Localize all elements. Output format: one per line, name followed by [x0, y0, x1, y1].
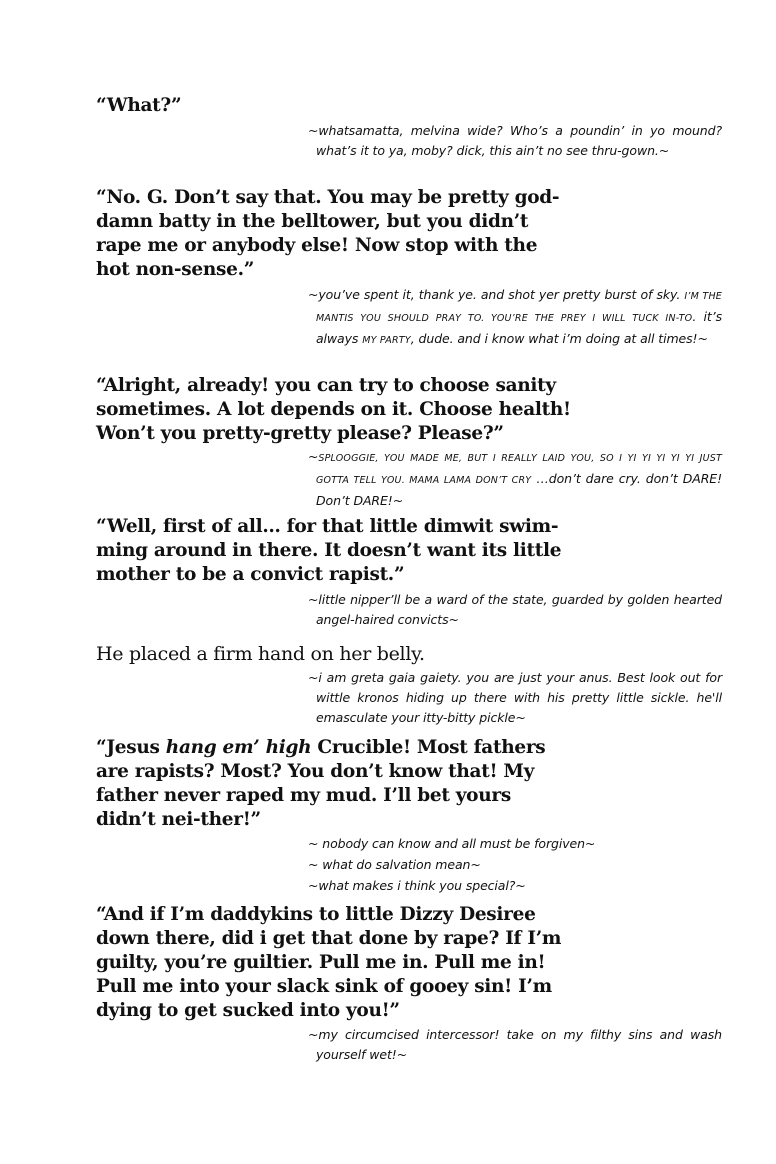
- dialogue-jesus: [96, 736, 576, 832]
- aside-nipper: ~little nipper’ll be a ward of the state, guarded by golden hearted angel-haired convicts~: [308, 592, 722, 627]
- aside-mantis-smallcaps: I’M THE MANTIS YOU SHOULD PRAY TO. YOU’RE THE PREY I WILL TUCK IN-TO: [316, 291, 722, 324]
- aside-sploogie-part: …don’t dare cry. don’t DARE! Don’t DARE!~: [316, 471, 722, 508]
- dialogue-alright: “Alright, already! you can try to choose sanity sometimes. A lot depends on it. Choose health! Won’t you pretty-gretty please? Please?”: [96, 375, 571, 444]
- aside-mantis-smallcaps: MY PARTY: [362, 335, 411, 346]
- dialogue-jesus-part: “Jesus: [96, 737, 166, 758]
- aside-whatsamatta: ~whatsamatta, melvina wide? Who’s a poundin’ in yo mound? what’s it to ya, moby? dick, this ain’t no see thru-gown.~: [308, 123, 722, 158]
- aside-sploogie-smallcaps: SPLOOGGIE, YOU MADE ME, BUT I REALLY LAID YOU, SO I YI YI YI YI YI JUST GOTTA TELL YOU. MAMA LAMA DON’T CRY: [316, 453, 722, 486]
- dialogue-jesus-part: Crucible! Most fathers are rapists? Most? You don’t know that! My father never raped my mud. I’ll bet yours didn’t nei-ther!”: [96, 737, 546, 830]
- aside-greta: ~i am greta gaia gaiety. you are just your anus. Best look out for wittle kronos hiding up there with his pretty little sickle. he'll emasculate your itty-bitty pickle~: [308, 670, 722, 725]
- aside-sploogie-part: ~: [308, 449, 319, 464]
- aside-intercessor: ~my circumcised intercessor! take on my filthy sins and wash yourself wet!~: [308, 1027, 722, 1062]
- dialogue-jesus-italic: hang em’ high: [165, 737, 312, 758]
- aside-salvation: ~ what do salvation mean~: [308, 857, 481, 872]
- aside-sploogie: [308, 447, 722, 511]
- aside-mantis-part: ~you’ve spent it, thank ye. and shot yer pretty burst of sky.: [308, 287, 685, 302]
- aside-mantis-part: , dude. and i know what i’m doing at all times!~: [410, 331, 708, 346]
- aside-mantis-part: . it’s always: [316, 309, 722, 346]
- dialogue-daddykins: “And if I’m daddykins to little Dizzy Desiree down there, did i get that done by rape? If I’m guilty, you’re guiltier. Pull me in. Pull me in! Pull me into your slack sink of gooey sin! I’m dying to get sucked into you!”: [96, 904, 562, 1021]
- narration-belly: He placed a firm hand on her belly.: [96, 643, 425, 665]
- dialogue-what: “What?”: [96, 95, 182, 116]
- aside-special: ~what makes i think you special?~: [308, 878, 526, 893]
- aside-forgiven: ~ nobody can know and all must be forgiven~: [308, 836, 596, 851]
- dialogue-no-g: “No. G. Don’t say that. You may be pretty god-damn batty in the belltower, but you didn’t rape me or anybody else! Now stop with the hot non-sense.”: [96, 187, 560, 280]
- aside-mantis: [308, 285, 722, 351]
- dialogue-well: “Well, first of all… for that little dimwit swim-ming around in there. It doesn’t want its little mother to be a convict rapist.”: [96, 516, 562, 585]
